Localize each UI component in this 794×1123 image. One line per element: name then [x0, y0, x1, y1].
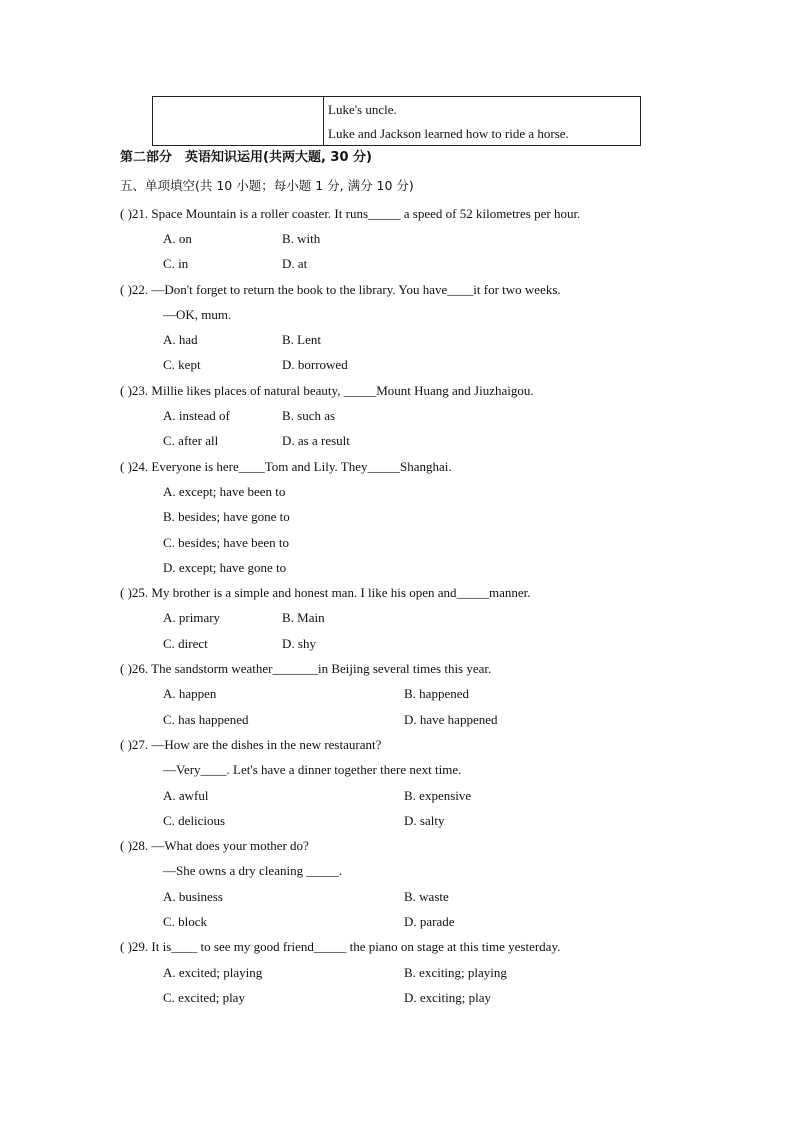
question-22-option-a: A. had — [163, 332, 198, 347]
question-27-option-a: A. awful — [163, 788, 209, 803]
question-21-stem: ( )21. Space Mountain is a roller coaster. It runs_____ a speed of 52 kilometres per hour. — [120, 206, 581, 221]
question-25-option-a: A. primary — [163, 610, 221, 625]
question-23-option-b: B. such as — [282, 408, 336, 423]
question-28-option-b: B. waste — [404, 889, 449, 904]
question-28-option-c: C. block — [163, 914, 208, 929]
question-25-option-d: D. shy — [282, 636, 316, 651]
question-28-option-d: D. parade — [404, 914, 455, 929]
question-25-stem: ( )25. My brother is a simple and honest man. I like his open and_____manner. — [120, 585, 531, 600]
question-21-option-b: B. with — [282, 231, 321, 246]
question-25-option-c: C. direct — [163, 636, 208, 651]
question-23-option-d: D. as a result — [282, 433, 350, 448]
question-27-option-d: D. salty — [404, 813, 445, 828]
question-28-option-a: A. business — [163, 889, 223, 904]
question-22-option-d: D. borrowed — [282, 357, 348, 372]
question-21-option-c: C. in — [163, 256, 189, 271]
question-28-response: —She owns a dry cleaning _____. — [163, 863, 343, 878]
question-21-option-d: D. at — [282, 256, 308, 271]
part-heading: 第二部分 英语知识运用(共两大题, 30 分) — [120, 150, 372, 165]
question-22-stem: ( )22. —Don't forget to return the book to the library. You have____it for two weeks. — [120, 282, 561, 297]
question-24-option-d: D. except; have gone to — [163, 560, 287, 575]
question-26-stem: ( )26. The sandstorm weather_______in Beijing several times this year. — [120, 661, 492, 676]
question-27-stem: ( )27. —How are the dishes in the new restaurant? — [120, 737, 382, 752]
question-24-stem: ( )24. Everyone is here____Tom and Lily. They_____Shanghai. — [120, 459, 452, 474]
top-table — [152, 96, 641, 146]
question-29-option-b: B. exciting; playing — [404, 965, 507, 980]
question-29-option-c: C. excited; play — [163, 990, 245, 1005]
table-line-1: Luke's uncle. — [328, 102, 397, 117]
question-28-stem: ( )28. —What does your mother do? — [120, 838, 309, 853]
table-line-2: Luke and Jackson learned how to ride a horse. — [328, 126, 569, 141]
question-22-option-c: C. kept — [163, 357, 201, 372]
question-23-stem: ( )23. Millie likes places of natural beauty, _____Mount Huang and Jiuzhaigou. — [120, 383, 534, 398]
question-24-option-a: A. except; have been to — [163, 484, 286, 499]
question-27-option-b: B. expensive — [404, 788, 472, 803]
question-21-option-a: A. on — [163, 231, 192, 246]
question-23-option-a: A. instead of — [163, 408, 230, 423]
question-23-option-c: C. after all — [163, 433, 219, 448]
question-26-option-a: A. happen — [163, 686, 217, 701]
table-cell-right — [324, 97, 640, 145]
question-25-option-b: B. Main — [282, 610, 325, 625]
question-24-option-b: B. besides; have gone to — [163, 509, 290, 524]
question-29-option-a: A. excited; playing — [163, 965, 263, 980]
question-29-option-d: D. exciting; play — [404, 990, 492, 1005]
question-26-option-b: B. happened — [404, 686, 469, 701]
question-27-option-c: C. delicious — [163, 813, 226, 828]
question-27-response: —Very____. Let's have a dinner together there next time. — [163, 762, 462, 777]
question-26-option-d: D. have happened — [404, 712, 498, 727]
question-24-option-c: C. besides; have been to — [163, 535, 289, 550]
section-heading: 五、单项填空(共 10 小题；每小题 1 分, 满分 10 分) — [120, 178, 414, 193]
question-29-stem: ( )29. It is____ to see my good friend_____ the piano on stage at this time yesterday. — [120, 939, 561, 954]
question-22-option-b: B. Lent — [282, 332, 321, 347]
question-22-response: —OK, mum. — [163, 307, 232, 322]
question-26-option-c: C. has happened — [163, 712, 249, 727]
table-cell-left — [153, 97, 324, 145]
